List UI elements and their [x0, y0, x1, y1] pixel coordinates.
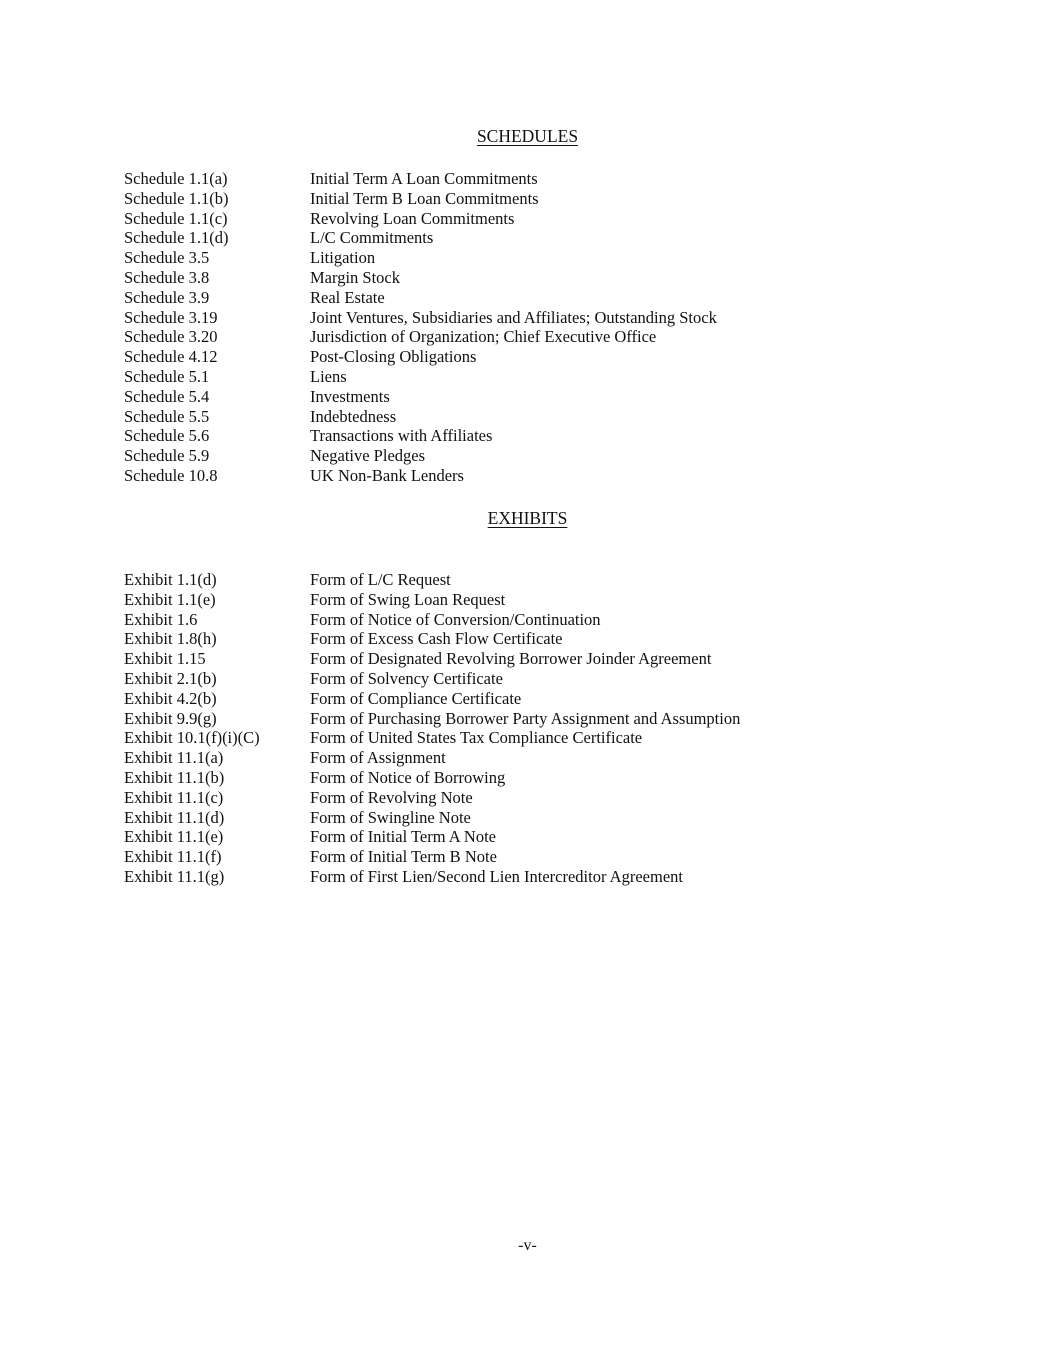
- exhibit-ref: Exhibit 4.2(b): [124, 688, 217, 708]
- schedules-heading: SCHEDULES: [476, 126, 579, 146]
- schedule-ref: Schedule 5.1: [124, 366, 210, 386]
- exhibit-row: [124, 827, 824, 847]
- schedule-row: [124, 268, 824, 288]
- exhibit-row: [124, 728, 824, 748]
- exhibit-desc: Form of Excess Cash Flow Certificate: [310, 629, 563, 649]
- exhibit-desc: Form of Assignment: [310, 748, 446, 768]
- exhibit-desc: Form of Compliance Certificate: [310, 688, 522, 708]
- schedule-ref: Schedule 1.1(b): [124, 188, 229, 208]
- schedule-desc: Investments: [310, 386, 390, 406]
- schedule-row: [124, 347, 824, 367]
- exhibit-desc: Form of Initial Term B Note: [310, 847, 497, 867]
- schedule-ref: Schedule 1.1(a): [124, 169, 228, 188]
- exhibit-desc: Form of Solvency Certificate: [310, 668, 503, 688]
- exhibit-ref: Exhibit 11.1(b): [124, 767, 225, 787]
- exhibit-ref: Exhibit 11.1(f): [124, 847, 222, 867]
- schedule-row: [124, 209, 824, 229]
- exhibit-ref: Exhibit 1.1(e): [124, 589, 216, 609]
- exhibits-list: [124, 570, 824, 887]
- exhibit-row: [124, 629, 824, 649]
- schedule-desc: Joint Ventures, Subsidiaries and Affiliates; Outstanding Stock: [310, 307, 717, 327]
- schedule-ref: Schedule 5.5: [124, 406, 210, 426]
- exhibit-row: [124, 669, 824, 689]
- exhibit-desc: Form of Swing Loan Request: [310, 589, 506, 609]
- exhibit-row: [124, 689, 824, 709]
- schedule-desc: Jurisdiction of Organization; Chief Executive Office: [310, 327, 657, 347]
- schedule-row: [124, 426, 824, 446]
- schedule-desc: L/C Commitments: [310, 228, 434, 248]
- exhibit-desc: Form of Swingline Note: [310, 807, 471, 827]
- schedule-desc: Indebtedness: [310, 406, 397, 426]
- schedule-desc: Litigation: [310, 248, 376, 268]
- exhibit-row: [124, 867, 824, 887]
- exhibit-desc: Form of Designated Revolving Borrower Joinder Agreement: [310, 649, 712, 669]
- schedule-row: [124, 367, 824, 387]
- page-number: -v-: [518, 1237, 537, 1254]
- exhibit-ref: Exhibit 11.1(a): [124, 748, 224, 768]
- schedule-ref: Schedule 3.9: [124, 287, 210, 307]
- exhibit-ref: Exhibit 9.9(g): [124, 708, 217, 728]
- schedule-desc: Initial Term B Loan Commitments: [310, 188, 539, 208]
- schedule-ref: Schedule 5.9: [124, 446, 210, 466]
- exhibit-ref: Exhibit 11.1(d): [124, 807, 225, 827]
- exhibit-row: [124, 808, 824, 828]
- schedule-desc: Revolving Loan Commitments: [310, 208, 515, 228]
- exhibit-row: [124, 649, 824, 669]
- exhibit-desc: Form of United States Tax Compliance Certificate: [310, 728, 643, 748]
- schedule-desc: Transactions with Affiliates: [310, 426, 493, 446]
- exhibit-desc: Form of L/C Request: [310, 570, 451, 589]
- schedule-ref: Schedule 3.19: [124, 307, 218, 327]
- schedule-desc: Real Estate: [310, 287, 385, 307]
- exhibit-row: [124, 709, 824, 729]
- schedule-row: [124, 248, 824, 268]
- exhibit-desc: Form of Notice of Borrowing: [310, 767, 506, 787]
- schedule-row: [124, 189, 824, 209]
- exhibits-heading: EXHIBITS: [487, 508, 568, 528]
- schedule-row: [124, 228, 824, 248]
- exhibit-ref: Exhibit 1.15: [124, 649, 206, 669]
- exhibit-ref: Exhibit 1.1(d): [124, 570, 217, 589]
- schedule-row: [124, 308, 824, 328]
- exhibit-ref: Exhibit 1.8(h): [124, 629, 217, 649]
- schedule-row: [124, 466, 824, 486]
- schedule-ref: Schedule 4.12: [124, 347, 218, 367]
- schedule-ref: Schedule 1.1(c): [124, 208, 228, 228]
- schedule-row: [124, 387, 824, 407]
- exhibit-row: [124, 590, 824, 610]
- schedule-ref: Schedule 3.20: [124, 327, 218, 347]
- exhibit-row: [124, 610, 824, 630]
- schedule-desc: Post-Closing Obligations: [310, 347, 477, 367]
- schedule-desc: Negative Pledges: [310, 446, 426, 466]
- schedule-row: [124, 327, 824, 347]
- schedule-row: [124, 169, 824, 189]
- schedule-ref: Schedule 10.8: [124, 465, 218, 485]
- exhibit-desc: Form of Purchasing Borrower Party Assignment and Assumption: [310, 708, 741, 728]
- schedule-ref: Schedule 3.8: [124, 267, 210, 287]
- exhibit-row: [124, 788, 824, 808]
- exhibit-row: [124, 768, 824, 788]
- exhibit-row: [124, 748, 824, 768]
- exhibit-ref: Exhibit 11.1(c): [124, 787, 224, 807]
- schedule-row: [124, 407, 824, 427]
- exhibit-desc: Form of First Lien/Second Lien Intercreditor Agreement: [310, 866, 683, 886]
- exhibit-desc: Form of Notice of Conversion/Continuation: [310, 609, 601, 629]
- schedule-row: [124, 288, 824, 308]
- exhibit-desc: Form of Initial Term A Note: [310, 827, 496, 847]
- exhibit-ref: Exhibit 10.1(f)(i)(C): [124, 728, 260, 748]
- schedule-desc: Margin Stock: [310, 267, 400, 287]
- schedule-desc: UK Non-Bank Lenders: [310, 465, 464, 485]
- schedule-row: [124, 446, 824, 466]
- exhibit-ref: Exhibit 1.6: [124, 609, 198, 629]
- schedule-ref: Schedule 3.5: [124, 248, 210, 268]
- exhibit-row: [124, 847, 824, 867]
- exhibit-desc: Form of Revolving Note: [310, 787, 473, 807]
- exhibit-row: [124, 570, 824, 590]
- exhibit-ref: Exhibit 2.1(b): [124, 668, 217, 688]
- schedule-ref: Schedule 5.6: [124, 426, 210, 446]
- schedule-desc: Initial Term A Loan Commitments: [310, 169, 538, 188]
- schedule-ref: Schedule 1.1(d): [124, 228, 229, 248]
- exhibit-ref: Exhibit 11.1(g): [124, 866, 225, 886]
- schedule-desc: Liens: [310, 366, 347, 386]
- schedules-list: [124, 169, 824, 486]
- schedule-ref: Schedule 5.4: [124, 386, 210, 406]
- exhibit-ref: Exhibit 11.1(e): [124, 827, 224, 847]
